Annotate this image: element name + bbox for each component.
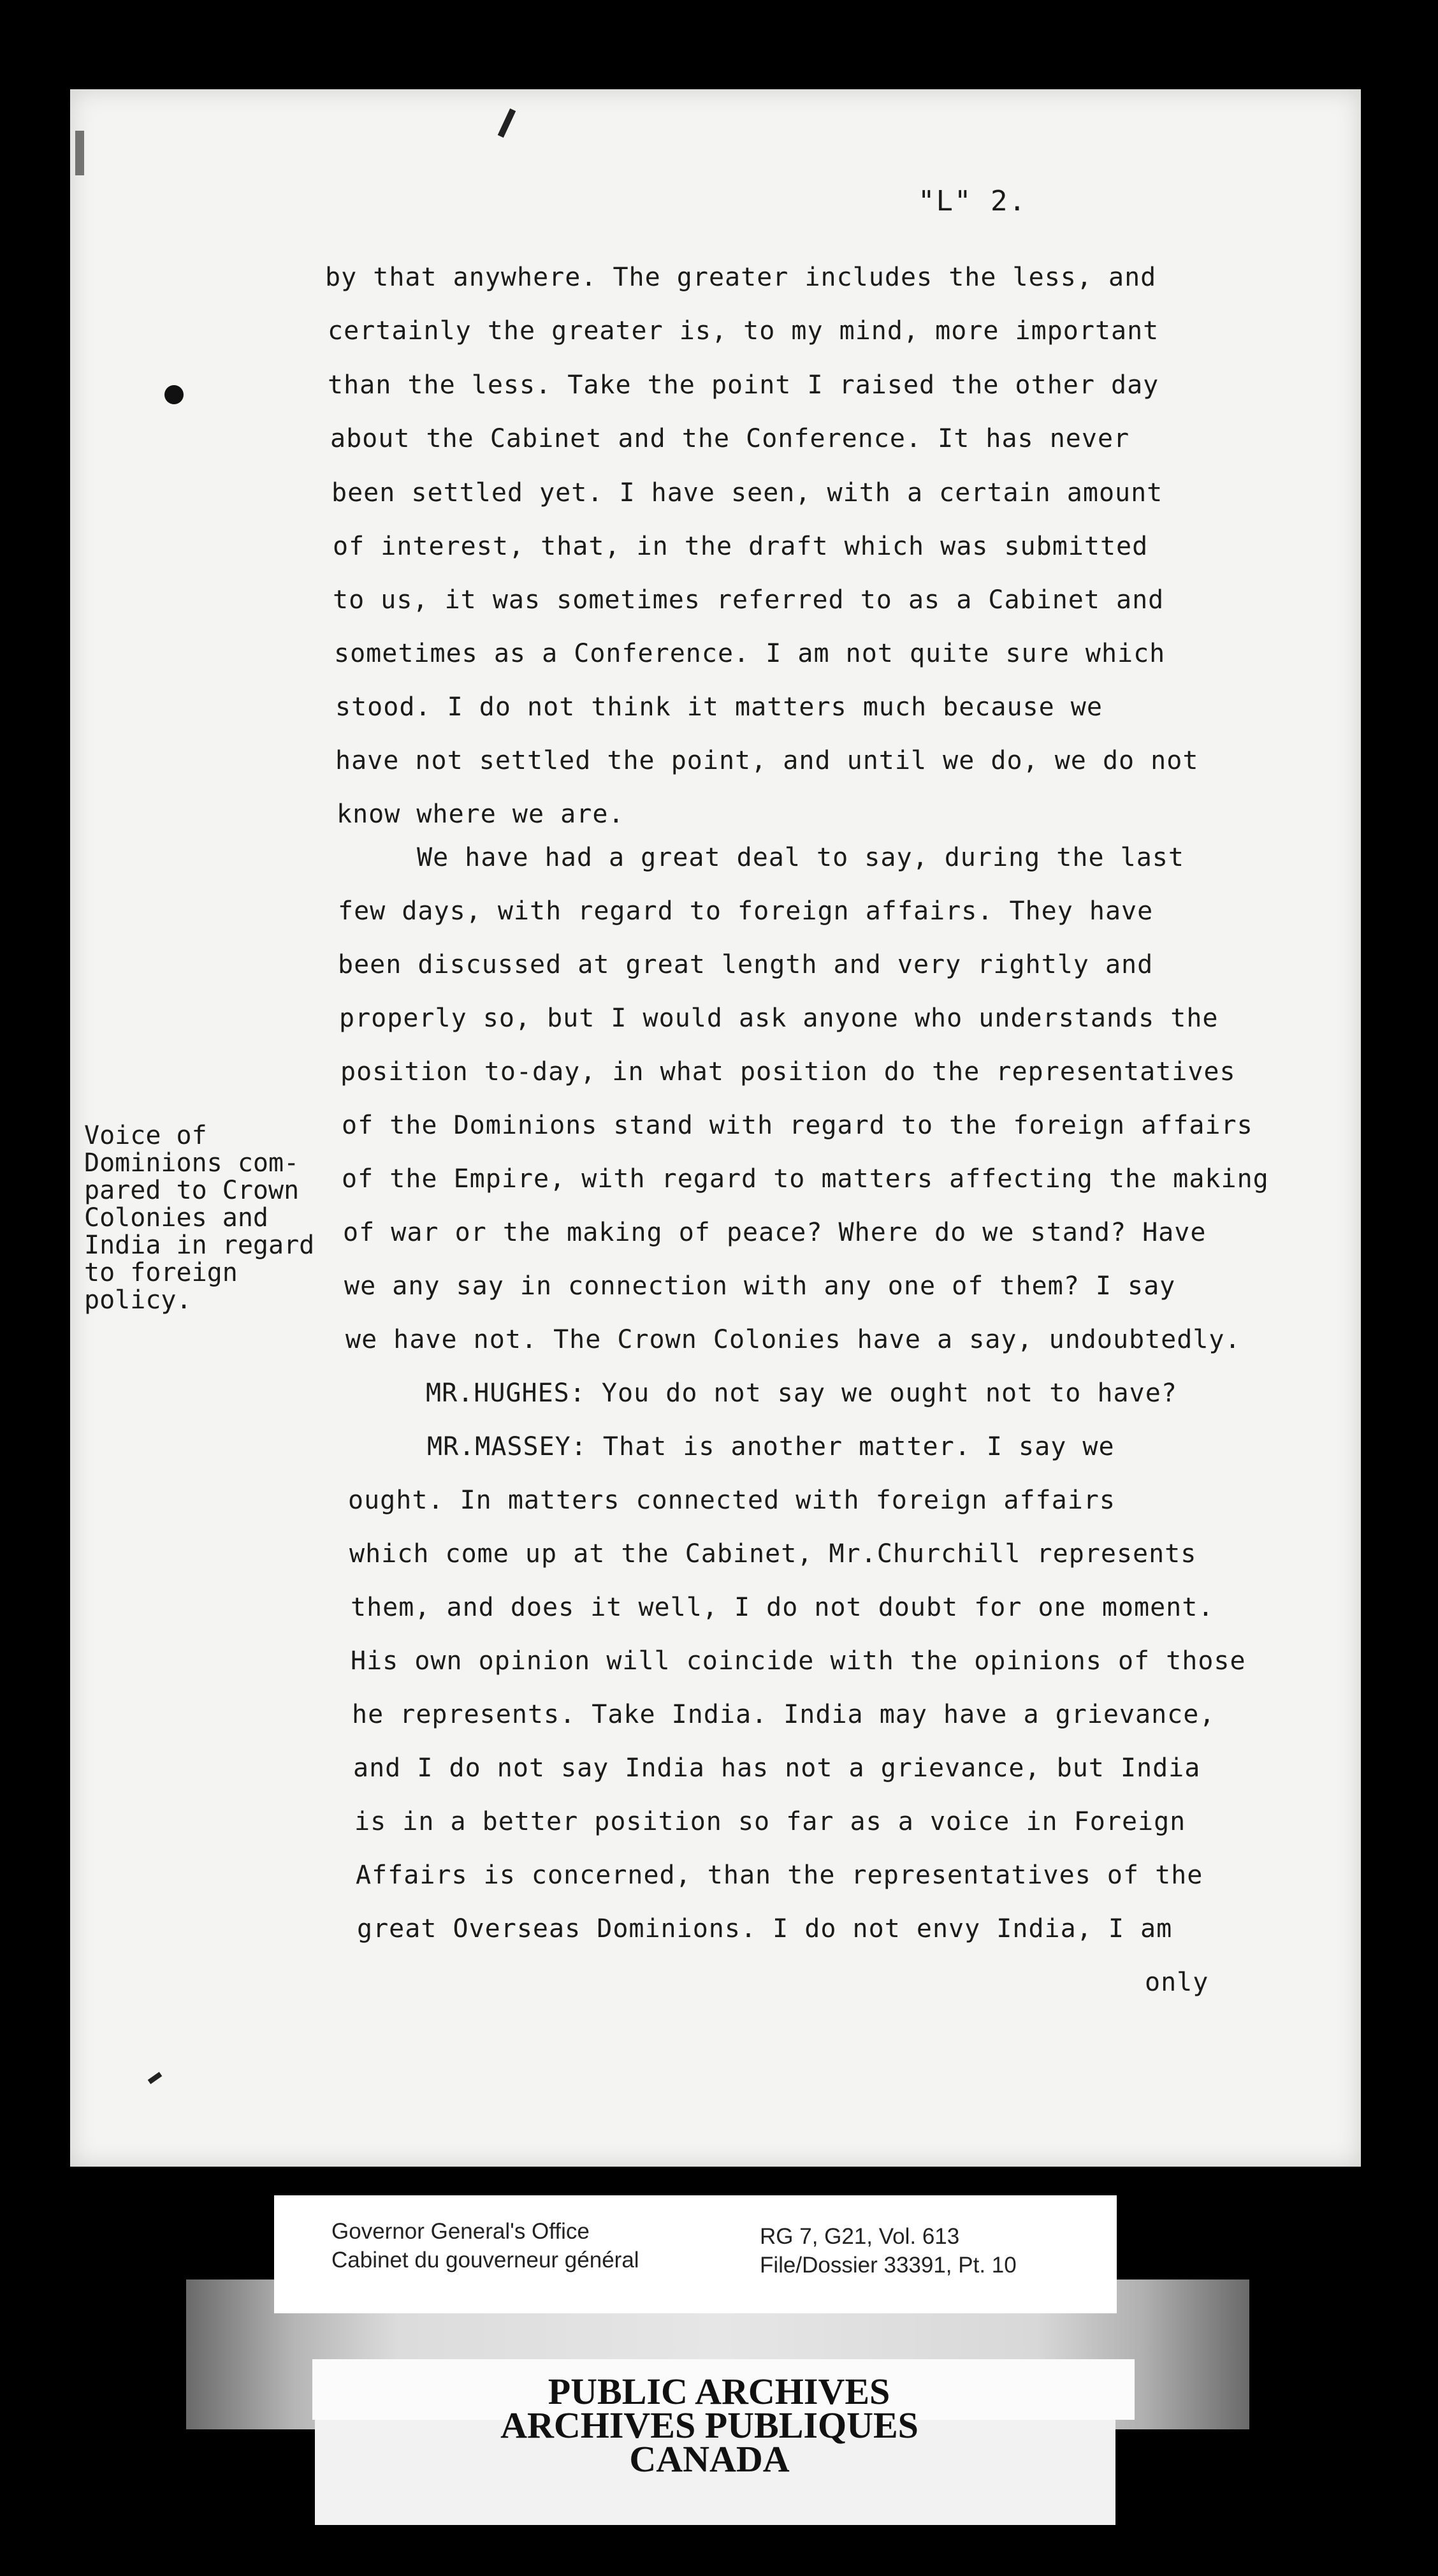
text-line: by that anywhere. The greater includes the less, and — [325, 263, 1157, 292]
text-line: of interest, that, in the draft which was submitted — [333, 532, 1149, 561]
text-line: ought. In matters connected with foreign affairs — [348, 1486, 1115, 1515]
text-line: We have had a great deal to say, during the last — [417, 843, 1184, 872]
text-line: of the Empire, with regard to matters affecting the making — [342, 1164, 1269, 1194]
archive-stamp-line: PUBLIC ARCHIVES — [548, 2371, 890, 2412]
margin-note-line: India in regard — [84, 1231, 315, 1260]
archive-stamp-line: ARCHIVES PUBLIQUES — [500, 2404, 919, 2446]
text-line: of war or the making of peace? Where do we stand? Have — [343, 1218, 1207, 1247]
archive-office — [331, 2217, 639, 2274]
office-french: Cabinet du gouverneur général — [331, 2248, 639, 2272]
margin-note-line: pared to Crown — [84, 1176, 300, 1205]
text-line: than the less. Take the point I raised the other day — [328, 370, 1159, 400]
text-line: he represents. Take India. India may have a grievance, — [352, 1700, 1216, 1729]
text-line: about the Cabinet and the Conference. It has never — [330, 424, 1130, 453]
margin-note — [84, 1122, 326, 1314]
margin-note-line: policy. — [84, 1285, 192, 1315]
file-reference: File/Dossier 33391, Pt. 10 — [760, 2253, 1017, 2278]
text-line: His own opinion will coincide with the opinions of those — [351, 1646, 1246, 1676]
text-line: we have not. The Crown Colonies have a say, undoubtedly. — [345, 1325, 1241, 1354]
margin-note-line: Voice of — [84, 1121, 207, 1150]
text-line: is in a better position so far as a voice in Foreign — [354, 1807, 1186, 1836]
record-group-reference: RG 7, G21, Vol. 613 — [760, 2224, 960, 2249]
text-line: we any say in connection with any one of them? I say — [344, 1271, 1176, 1301]
text-line: which come up at the Cabinet, Mr.Churchill represents — [349, 1539, 1197, 1569]
speaker-line: MR.HUGHES: You do not say we ought not to have? — [426, 1379, 1177, 1408]
text-line: certainly the greater is, to my mind, more important — [328, 316, 1159, 346]
text-line: and I do not say India has not a grievance, but India — [353, 1753, 1201, 1783]
text-line: sometimes as a Conference. I am not quite sure which — [334, 639, 1166, 668]
text-line: them, and does it well, I do not doubt for one moment. — [351, 1593, 1214, 1622]
text-line: been settled yet. I have seen, with a certain amount — [331, 478, 1163, 508]
text-line: only — [1145, 1968, 1209, 1997]
text-line: to us, it was sometimes referred to as a Cabinet and — [333, 585, 1165, 615]
margin-note-line: to foreign — [84, 1258, 238, 1287]
text-line: properly so, but I would ask anyone who understands the — [339, 1004, 1219, 1033]
text-line: Affairs is concerned, than the representatives of the — [356, 1861, 1203, 1890]
text-line: great Overseas Dominions. I do not envy India, I am — [357, 1914, 1173, 1943]
text-line: few days, with regard to foreign affairs. They have — [338, 896, 1154, 926]
office-english: Governor General's Office — [331, 2219, 590, 2244]
page-number: "L" 2. — [918, 185, 1027, 217]
archive-stamp-line: CANADA — [629, 2438, 790, 2480]
text-line: position to-day, in what position do the representatives — [340, 1057, 1236, 1087]
margin-note-line: Colonies and — [84, 1203, 268, 1233]
text-line: stood. I do not think it matters much because we — [335, 692, 1103, 722]
text-line: of the Dominions stand with regard to the foreign affairs — [342, 1111, 1253, 1140]
archive-reference — [760, 2222, 1017, 2280]
text-line: been discussed at great length and very rightly and — [338, 950, 1154, 979]
margin-note-line: Dominions com- — [84, 1148, 300, 1178]
text-line: have not settled the point, and until we do, we do not — [335, 746, 1199, 775]
speaker-line: MR.MASSEY: That is another matter. I say we — [427, 1432, 1115, 1461]
text-line: know where we are. — [337, 800, 625, 829]
